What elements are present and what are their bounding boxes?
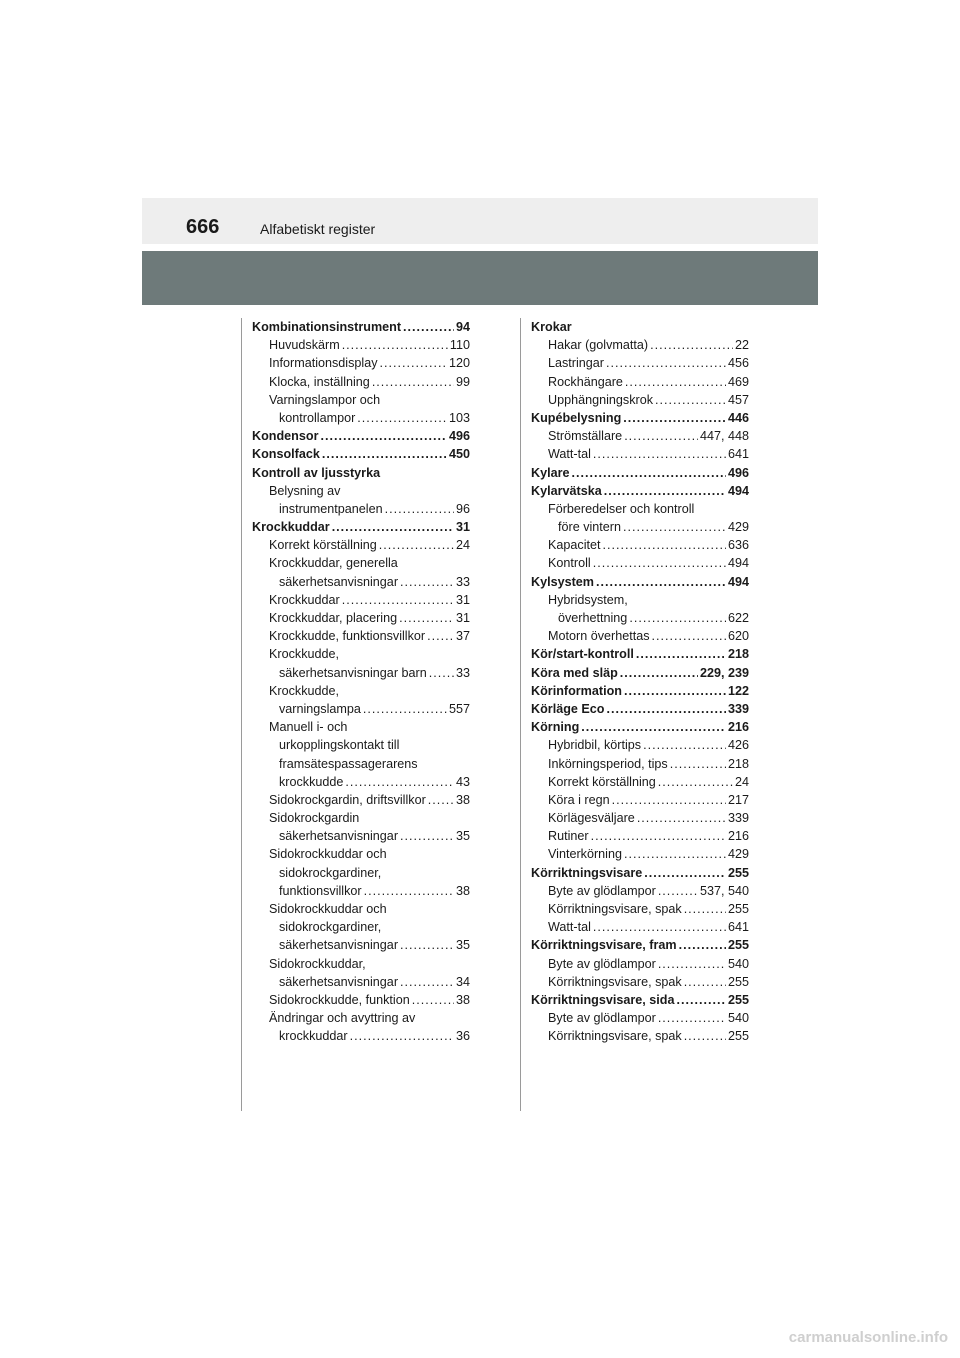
entry-text: säkerhetsanvisningar xyxy=(279,574,399,589)
entry-page: 620 xyxy=(727,629,749,644)
index-subentry xyxy=(252,791,470,809)
entry-text: Körriktningsvisare, fram xyxy=(531,938,677,953)
entry-text: Hybridbil, körtips xyxy=(548,738,642,753)
index-subentry xyxy=(531,736,749,754)
entry-text: säkerhetsanvisningar xyxy=(279,974,399,989)
leader-dots xyxy=(624,427,698,445)
page-number: 666 xyxy=(186,216,220,238)
entry-page: 218 xyxy=(727,756,749,771)
leader-dots xyxy=(591,827,726,845)
entry-text: Sidokrockgardin, driftsvillkor xyxy=(269,792,426,807)
index-subentry xyxy=(531,791,749,809)
entry-text: Lastringar xyxy=(548,356,605,371)
entry-page: 622 xyxy=(727,611,749,625)
index-subentry xyxy=(531,554,749,572)
entry-text: Krokar xyxy=(531,320,572,334)
entry-text: Sidokrockkuddar och xyxy=(269,847,387,862)
section-title: Alfabetiskt register xyxy=(260,221,376,237)
entry-text: Strömställare xyxy=(548,429,623,444)
entry-page: 122 xyxy=(727,683,749,698)
entry-text: Hybridsystem, xyxy=(548,592,628,607)
entry-text: Körning xyxy=(531,720,580,735)
index-entry xyxy=(531,718,749,736)
index-subentry xyxy=(252,700,470,718)
entry-page: 33 xyxy=(455,574,470,589)
index-subentry xyxy=(531,391,749,409)
entry-page: 33 xyxy=(455,665,470,680)
entry-text: säkerhetsanvisningar barn xyxy=(279,665,427,680)
index-subentry xyxy=(531,845,749,863)
entry-page: 216 xyxy=(727,720,749,735)
entry-text: Klocka, inställning xyxy=(269,374,370,389)
entry-text: Konsolfack xyxy=(252,447,320,462)
entry-text: Informationsdisplay xyxy=(269,356,378,371)
index-entry xyxy=(531,991,749,1009)
leader-dots xyxy=(684,1027,726,1045)
index-subentry xyxy=(531,1009,749,1027)
index-entry xyxy=(531,482,749,500)
column-divider-middle xyxy=(520,318,521,1111)
index-column-2 xyxy=(531,318,749,1046)
leader-dots xyxy=(636,645,726,663)
entry-text: före vintern xyxy=(558,520,621,535)
index-entry xyxy=(531,664,749,682)
leader-dots xyxy=(403,318,454,336)
entry-text: Manuell i- och xyxy=(269,720,348,735)
entry-page: 429 xyxy=(727,847,749,862)
entry-page: 38 xyxy=(455,883,470,898)
entry-page: 496 xyxy=(727,465,749,480)
leader-dots xyxy=(357,409,447,427)
leader-dots xyxy=(612,791,726,809)
entry-text: kontrollampor xyxy=(279,410,356,425)
leader-dots xyxy=(322,445,447,463)
index-subentry xyxy=(252,1009,470,1027)
entry-text: Rockhängare xyxy=(548,374,623,389)
entry-text: Körriktningsvisare xyxy=(531,865,643,880)
entry-text: Watt-tal xyxy=(548,920,591,935)
leader-dots xyxy=(400,973,454,991)
entry-page: 103 xyxy=(448,410,470,425)
entry-text: Belysning av xyxy=(269,483,341,498)
entry-text: Körläge Eco xyxy=(531,701,605,716)
leader-dots xyxy=(428,791,454,809)
leader-dots xyxy=(372,373,454,391)
index-subentry xyxy=(252,755,470,773)
entry-page: 457 xyxy=(727,392,749,407)
entry-text: Vinterkörning xyxy=(548,847,622,862)
index-subentry xyxy=(252,373,470,391)
leader-dots xyxy=(345,773,454,791)
leader-dots xyxy=(637,809,726,827)
index-subentry xyxy=(252,718,470,736)
entry-text: instrumentpanelen xyxy=(279,501,383,516)
leader-dots xyxy=(400,936,454,954)
entry-text: Krockkudde, xyxy=(269,683,340,698)
entry-page: 636 xyxy=(727,538,749,553)
entry-page: 110 xyxy=(449,338,470,353)
entry-page: 469 xyxy=(727,374,749,389)
entry-text: Köra i regn xyxy=(548,792,610,807)
entry-page: 217 xyxy=(727,792,749,807)
index-subentry xyxy=(531,900,749,918)
entry-page: 38 xyxy=(455,792,470,807)
index-subentry xyxy=(531,500,749,518)
index-subentry xyxy=(531,427,749,445)
leader-dots xyxy=(320,427,447,445)
leader-dots xyxy=(658,773,733,791)
entry-text: Upphängningskrok xyxy=(548,392,654,407)
entry-page: 22 xyxy=(734,338,749,353)
leader-dots xyxy=(572,464,726,482)
entry-text: funktionsvillkor xyxy=(279,883,362,898)
leader-dots xyxy=(658,955,726,973)
index-entry xyxy=(531,645,749,663)
leader-dots xyxy=(624,845,726,863)
index-entry xyxy=(531,573,749,591)
entry-text: Sidokrockgardin xyxy=(269,811,360,826)
leader-dots xyxy=(620,664,698,682)
entry-text: Korrekt körställning xyxy=(269,538,377,553)
index-subentry xyxy=(252,391,470,409)
leader-dots xyxy=(650,336,733,354)
index-subentry xyxy=(252,864,470,882)
index-subentry xyxy=(252,918,470,936)
index-entry xyxy=(252,445,470,463)
index-subentry xyxy=(531,609,749,627)
entry-text: Varningslampor och xyxy=(269,392,381,407)
leader-dots xyxy=(427,627,454,645)
index-subentry xyxy=(252,609,470,627)
index-subentry xyxy=(531,627,749,645)
index-subentry xyxy=(531,1027,749,1045)
index-subentry xyxy=(252,827,470,845)
leader-dots xyxy=(606,700,726,718)
entry-text: Byte av glödlampor xyxy=(548,883,656,898)
entry-text: Sidokrockkuddar och xyxy=(269,902,387,916)
entry-page: 339 xyxy=(727,701,749,716)
entry-page: 641 xyxy=(727,920,749,935)
index-subentry xyxy=(252,682,470,700)
leader-dots xyxy=(593,445,726,463)
leader-dots xyxy=(350,1027,454,1045)
leader-dots xyxy=(658,882,698,900)
entry-text: Sidokrockkuddar, xyxy=(269,956,366,971)
entry-page: 255 xyxy=(727,865,749,880)
leader-dots xyxy=(604,482,726,500)
leader-dots xyxy=(670,755,726,773)
entry-text: krockkuddar xyxy=(279,1029,348,1044)
entry-text: Kylsystem xyxy=(531,574,595,589)
index-subentry xyxy=(531,755,749,773)
entry-page: 450 xyxy=(448,447,470,462)
leader-dots xyxy=(342,591,454,609)
leader-dots xyxy=(625,373,726,391)
index-subentry xyxy=(252,955,470,973)
leader-dots xyxy=(658,1009,726,1027)
leader-dots xyxy=(400,827,454,845)
index-subentry xyxy=(252,645,470,663)
index-entry xyxy=(531,464,749,482)
index-subentry xyxy=(252,336,470,354)
leader-dots xyxy=(655,391,726,409)
entry-page: 255 xyxy=(727,1029,749,1044)
entry-text: Motorn överhettas xyxy=(548,629,650,644)
index-subentry xyxy=(531,827,749,845)
index-subentry xyxy=(252,409,470,427)
index-entry xyxy=(252,318,470,336)
entry-page: 641 xyxy=(727,447,749,462)
entry-text: Byte av glödlampor xyxy=(548,1011,656,1026)
entry-page: 94 xyxy=(455,320,470,334)
index-subentry xyxy=(531,445,749,463)
entry-text: Kapacitet xyxy=(548,538,601,553)
index-entry xyxy=(531,700,749,718)
index-subentry xyxy=(252,500,470,518)
entry-page: 229, 239 xyxy=(699,665,749,680)
header-bar xyxy=(142,251,818,305)
entry-page: 31 xyxy=(455,592,470,607)
entry-page: 496 xyxy=(448,429,470,444)
entry-page: 456 xyxy=(727,356,749,371)
index-subentry xyxy=(252,664,470,682)
entry-text: Ändringar och avyttring av xyxy=(269,1011,416,1026)
entry-page: 38 xyxy=(455,992,470,1007)
index-subentry xyxy=(252,845,470,863)
entry-text: Krockkudde, funktionsvillkor xyxy=(269,629,426,644)
index-subentry xyxy=(531,955,749,973)
entry-text: Korrekt körställning xyxy=(548,774,656,789)
entry-page: 446 xyxy=(727,410,749,425)
entry-text: Körinformation xyxy=(531,683,622,698)
leader-dots xyxy=(652,627,726,645)
entry-text: sidokrockgardiner, xyxy=(279,920,382,935)
entry-page: 255 xyxy=(727,992,749,1007)
index-subentry xyxy=(252,809,470,827)
entry-text: framsätespassagerarens xyxy=(279,756,418,771)
entry-text: krockkudde xyxy=(279,774,344,789)
entry-page: 540 xyxy=(727,1011,749,1026)
entry-text: Krockkuddar xyxy=(269,592,340,607)
entry-page: 255 xyxy=(727,902,749,916)
entry-text: Körriktningsvisare, spak xyxy=(548,1029,682,1044)
leader-dots xyxy=(380,354,447,372)
leader-dots xyxy=(593,554,726,572)
entry-text: Kontroll av ljusstyrka xyxy=(252,465,381,480)
index-subentry xyxy=(252,882,470,900)
entry-text: sidokrockgardiner, xyxy=(279,865,382,880)
entry-page: 35 xyxy=(455,938,470,953)
entry-page: 557 xyxy=(448,701,470,716)
leader-dots xyxy=(400,573,454,591)
entry-text: urkopplingskontakt till xyxy=(279,738,400,753)
leader-dots xyxy=(684,973,726,991)
entry-text: Krockkuddar, generella xyxy=(269,556,398,571)
leader-dots xyxy=(624,682,726,700)
index-subentry xyxy=(531,518,749,536)
entry-page: 339 xyxy=(727,811,749,826)
leader-dots xyxy=(643,736,726,754)
entry-text: Förberedelser och kontroll xyxy=(548,501,695,516)
header-band xyxy=(142,198,818,244)
entry-text: Körriktningsvisare, sida xyxy=(531,992,675,1007)
leader-dots xyxy=(399,609,454,627)
leader-dots xyxy=(342,336,448,354)
index-subentry xyxy=(531,773,749,791)
entry-text: Hakar (golvmatta) xyxy=(548,338,649,353)
index-subentry xyxy=(531,918,749,936)
entry-text: Kylare xyxy=(531,465,570,480)
index-subentry xyxy=(252,591,470,609)
index-subentry xyxy=(531,591,749,609)
entry-page: 447, 448 xyxy=(699,429,749,444)
leader-dots xyxy=(684,900,726,918)
entry-text: Kupébelysning xyxy=(531,410,622,425)
index-column-1 xyxy=(252,318,470,1046)
entry-text: Huvudskärm xyxy=(269,338,340,353)
entry-page: 255 xyxy=(727,974,749,989)
entry-page: 24 xyxy=(734,774,749,789)
entry-page: 24 xyxy=(455,538,470,553)
index-subentry xyxy=(252,536,470,554)
leader-dots xyxy=(623,518,726,536)
leader-dots xyxy=(364,882,454,900)
index-subentry xyxy=(252,736,470,754)
entry-text: Krockkuddar xyxy=(252,520,330,535)
entry-page: 494 xyxy=(727,574,749,589)
entry-page: 96 xyxy=(455,501,470,516)
entry-page: 99 xyxy=(455,374,470,389)
entry-page: 36 xyxy=(455,1029,470,1044)
index-subentry xyxy=(252,991,470,1009)
entry-page: 429 xyxy=(727,520,749,535)
index-subentry xyxy=(252,1027,470,1045)
entry-page: 216 xyxy=(727,829,749,844)
index-subentry xyxy=(252,482,470,500)
index-subentry xyxy=(531,882,749,900)
index-subentry xyxy=(531,809,749,827)
index-entry xyxy=(531,318,749,336)
index-subentry xyxy=(531,973,749,991)
entry-text: Inkörningsperiod, tips xyxy=(548,756,668,771)
index-entry xyxy=(531,409,749,427)
index-subentry xyxy=(531,536,749,554)
leader-dots xyxy=(623,409,726,427)
watermark: carmanualsonline.info xyxy=(788,1329,948,1346)
leader-dots xyxy=(385,500,454,518)
leader-dots xyxy=(676,991,726,1009)
entry-page: 34 xyxy=(455,974,470,989)
entry-page: 426 xyxy=(727,738,749,753)
index-entry xyxy=(252,464,470,482)
entry-text: Kylarvätska xyxy=(531,483,602,498)
entry-text: Körlägesväljare xyxy=(548,811,635,826)
index-subentry xyxy=(252,973,470,991)
index-subentry xyxy=(252,573,470,591)
entry-page: 537, 540 xyxy=(699,883,749,898)
entry-page: 255 xyxy=(727,938,749,953)
index-entry xyxy=(531,864,749,882)
entry-text: överhettning xyxy=(558,611,628,625)
entry-page: 31 xyxy=(455,520,470,535)
index-entry xyxy=(252,427,470,445)
entry-text: Kondensor xyxy=(252,429,319,444)
entry-page: 35 xyxy=(455,829,470,844)
entry-text: Sidokrockkudde, funktion xyxy=(269,992,410,1007)
column-divider-left xyxy=(241,318,242,1111)
entry-text: Kontroll xyxy=(548,556,591,571)
index-subentry xyxy=(531,354,749,372)
entry-text: Byte av glödlampor xyxy=(548,956,656,971)
entry-text: Körriktningsvisare, spak xyxy=(548,974,682,989)
entry-page: 43 xyxy=(455,774,470,789)
entry-page: 494 xyxy=(727,556,749,571)
index-subentry xyxy=(252,773,470,791)
leader-dots xyxy=(593,918,726,936)
index-subentry xyxy=(252,554,470,572)
entry-page: 37 xyxy=(455,629,470,644)
index-subentry xyxy=(252,900,470,918)
leader-dots xyxy=(332,518,454,536)
leader-dots xyxy=(581,718,726,736)
leader-dots xyxy=(629,609,726,627)
entry-page: 494 xyxy=(727,483,749,498)
index-subentry xyxy=(252,627,470,645)
entry-text: Watt-tal xyxy=(548,447,591,462)
leader-dots xyxy=(363,700,447,718)
index-entry xyxy=(531,936,749,954)
entry-text: säkerhetsanvisningar xyxy=(279,829,399,844)
entry-text: Krockkudde, xyxy=(269,647,340,662)
leader-dots xyxy=(679,936,726,954)
entry-text: Rutiner xyxy=(548,829,589,844)
leader-dots xyxy=(596,573,726,591)
index-subentry xyxy=(531,336,749,354)
index-entry xyxy=(531,682,749,700)
entry-text: Kör/start-kontroll xyxy=(531,647,634,662)
entry-page: 120 xyxy=(448,356,470,371)
leader-dots xyxy=(603,536,726,554)
entry-text: Krockkuddar, placering xyxy=(269,611,398,625)
entry-text: Köra med släp xyxy=(531,665,618,680)
entry-page: 218 xyxy=(727,647,749,662)
leader-dots xyxy=(412,991,454,1009)
entry-text: säkerhetsanvisningar xyxy=(279,938,399,953)
entry-text: varningslampa xyxy=(279,701,361,716)
index-subentry xyxy=(252,354,470,372)
leader-dots xyxy=(644,864,726,882)
entry-text: Körriktningsvisare, spak xyxy=(548,902,682,916)
index-subentry xyxy=(252,936,470,954)
entry-text: Kombinationsinstrument xyxy=(252,320,402,334)
index-entry xyxy=(252,518,470,536)
leader-dots xyxy=(429,664,454,682)
entry-page: 31 xyxy=(455,611,470,625)
entry-page: 540 xyxy=(727,956,749,971)
leader-dots xyxy=(606,354,726,372)
leader-dots xyxy=(379,536,454,554)
index-subentry xyxy=(531,373,749,391)
